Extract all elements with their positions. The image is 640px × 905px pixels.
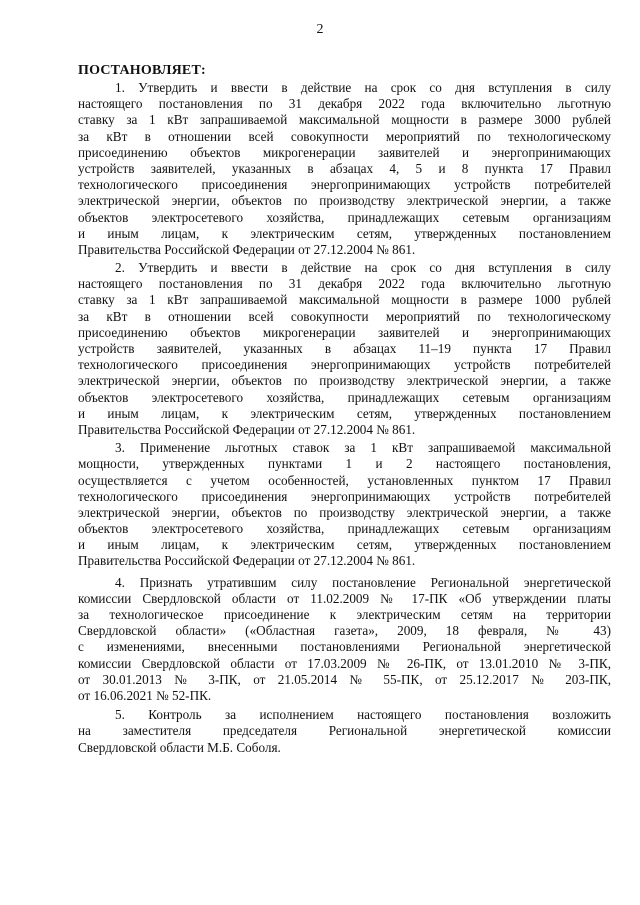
text-line: устройств заявителей, указанных в абзацах 4, 5 и 8 пункта 17 Правил	[78, 160, 611, 176]
text-line: на заместителя председателя Региональной энергетической комиссии	[78, 723, 611, 739]
text-line: электрической энергии, объектов по производству электрической энергии, а также	[78, 504, 611, 520]
text-line: 2. Утвердить и ввести в действие на срок со дня вступления в силу	[115, 260, 611, 276]
paragraph-2	[78, 260, 611, 438]
text-line: ставку за 1 кВт запрашиваемой максимальной мощности в размере 1000 рублей	[78, 292, 611, 308]
text-line: Правительства Российской Федерации от 27.12.2004 № 861.	[78, 241, 416, 257]
text-line: и иным лицам, к электрическим сетям, утвержденных постановлением	[78, 537, 611, 553]
text-line: за кВт в отношении всей совокупности мероприятий по технологическому	[78, 128, 611, 144]
text-line: технологического присоединения энергопринимающих устройств потребителей	[78, 177, 611, 193]
text-line: настоящего постановления по 31 декабря 2022 года включительно льготную	[78, 276, 611, 292]
text-line: комиссии Свердловской области от 17.03.2009 № 26-ПК, от 13.01.2010 № 3-ПК,	[78, 655, 611, 671]
text-line: ставку за 1 кВт запрашиваемой максимальной мощности в размере 3000 рублей	[78, 112, 611, 128]
text-line: объектов электросетевого хозяйства, принадлежащих сетевым организациям	[78, 389, 611, 405]
text-line: 5. Контроль за исполнением настоящего постановления возложить	[115, 707, 611, 723]
text-line: 4. Признать утратившим силу постановление Региональной энергетической	[115, 574, 611, 590]
paragraph-5	[78, 707, 611, 756]
text-line: и иным лицам, к электрическим сетям, утвержденных постановлением	[78, 405, 611, 421]
text-line: осуществляется с учетом особенностей, установленных пунктом 17 Правил	[78, 472, 611, 488]
text-line: от 30.01.2013 № 3-ПК, от 21.05.2014 № 55-ПК, от 25.12.2017 № 203-ПК,	[78, 671, 611, 687]
text-line: технологического присоединения энергопринимающих устройств потребителей	[78, 357, 611, 373]
text-line: Правительства Российской Федерации от 27.12.2004 № 861.	[78, 553, 416, 569]
text-line: устройств заявителей, указанных в абзацах 11–19 пункта 17 Правил	[78, 341, 611, 356]
text-line: и иным лицам, к электрическим сетям, утвержденных постановлением	[78, 225, 611, 241]
text-line: 1. Утвердить и ввести в действие на срок со дня вступления в силу	[115, 80, 611, 95]
text-line: электрической энергии, объектов по производству электрической энергии, а также	[78, 373, 611, 389]
text-line: за технологическое присоединение к электрическим сетям на территории	[78, 607, 611, 622]
text-line: 3. Применение льготных ставок за 1 кВт запрашиваемой максимальной	[115, 440, 611, 456]
text-line: присоединению объектов микрогенерации заявителей и энергопринимающих	[78, 324, 611, 340]
text-line: комиссии Свердловской области от 11.02.2009 № 17-ПК «Об утверждении платы	[78, 590, 611, 606]
text-line: Правительства Российской Федерации от 27.12.2004 № 861.	[78, 421, 416, 437]
page-number: 2	[316, 22, 324, 37]
document-body	[78, 62, 611, 756]
paragraph-1	[78, 80, 611, 258]
text-line: за кВт в отношении всей совокупности мероприятий по технологическому	[78, 308, 611, 324]
resolution-heading: ПОСТАНОВЛЯЕТ:	[78, 63, 206, 78]
text-line: объектов электросетевого хозяйства, принадлежащих сетевым организациям	[78, 521, 611, 537]
text-line: Свердловской области М.Б. Соболя.	[78, 739, 281, 755]
paragraph-3	[78, 440, 611, 570]
text-line: настоящего постановления по 31 декабря 2022 года включительно льготную	[78, 96, 611, 112]
text-line: Свердловской области» («Областная газета», 2009, 18 февраля, № 43)	[78, 623, 611, 639]
paragraph-4	[78, 575, 611, 705]
text-line: от 16.06.2021 № 52-ПК.	[78, 687, 212, 703]
text-line: объектов электросетевого хозяйства, принадлежащих сетевым организациям	[78, 209, 611, 225]
text-line: мощности, утвержденных пунктами 1 и 2 настоящего постановления,	[78, 456, 611, 472]
text-line: электрической энергии, объектов по производству электрической энергии, а также	[78, 193, 611, 209]
text-line: с изменениями, внесенными постановлениями Региональной энергетической	[78, 639, 611, 655]
text-line: присоединению объектов микрогенерации заявителей и энергопринимающих	[78, 144, 611, 160]
text-line: технологического присоединения энергопринимающих устройств потребителей	[78, 488, 611, 504]
